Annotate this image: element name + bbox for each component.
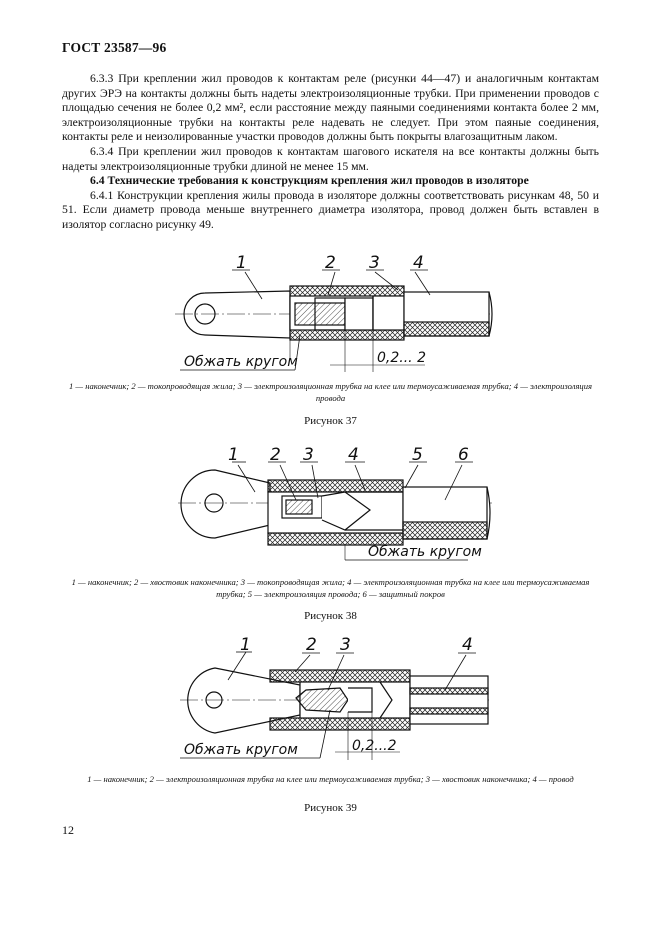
figure-39-legend: 1 — наконечник; 2 — электроизоляционная трубка на клее или термоусаживаемая трубка; 3 — хвостовик наконечника; 4 — провод [87,774,574,784]
figure-39-callout-2: 2 [306,635,317,655]
figure-38-callout-2: 2 [270,445,281,465]
figure-38-callout-6: 6 [458,445,469,465]
figure-38-callout-5: 5 [412,445,423,465]
section-heading-6-4: 6.4 Технические требования к конструкциям крепления жил проводов в изоляторе [90,174,529,188]
figure-38-legend: 1 — наконечник; 2 — хвостовик наконечника; 3 — токопроводящая жила; 4 — электроизоляционная трубка на клее или термоусаживаемая трубка; 5 — электроизоляция провода; 6 — защитный покров [71,577,590,599]
figure-39-crimp-label: Обжать кругом [184,742,298,758]
figure-39-callout-1: 1 [240,635,251,655]
figure-38-title: Рисунок 38 [304,610,357,622]
figure-37-callout-3: 3 [369,253,380,273]
figure-38-callout-4: 4 [348,445,359,465]
figure-38-crimp-label: Обжать кругом [368,544,482,560]
figure-37-crimp-label: Обжать кругом [184,354,298,370]
figure-37-callout-4: 4 [413,253,424,273]
figure-37-callout-1: 1 [236,253,247,273]
figure-38-callout-3: 3 [303,445,314,465]
figure-39-callout-4: 4 [462,635,473,655]
page-number: 12 [62,823,74,837]
document-header: ГОСТ 23587—96 [62,40,167,55]
figure-37-legend: 1 — наконечник; 2 — токопроводящая жила; 3 — электроизоляционная трубка на клее или термоусаживаемая трубка; 4 — электроизоляция провода [68,381,593,403]
figure-39-callout-3: 3 [340,635,351,655]
figure-39-title: Рисунок 39 [304,802,357,814]
figure-37-dimension: 0,2... 2 [377,350,426,366]
paragraph-6-4-1: 6.4.1 Конструкции крепления жилы провода в изоляторе должны соответствовать рисункам 48, 50 и 51. Если диаметр провода меньше внутреннего диаметра изолятора, провод должен быть вставлен в изолятор согласно рисунку 49. [62,188,599,231]
paragraph-6-3-3: 6.3.3 При креплении жил проводов к контактам реле (рисунки 44—47) и аналогичным контактам других ЭРЭ на контакты должны быть надеты электроизоляционные трубки. При применении проводов с площадью сечения не более 0,2 мм², если расстояние между паяными соединениями контакта более 2 мм, электроизоляционные трубки на контакты реле надевать не следует. При этом паяные соединения, контакты реле и неизолированные участки проводов должны быть покрыты влагозащитным лаком. [62,72,599,144]
figure-37-callout-2: 2 [325,253,336,273]
figure-37-title: Рисунок 37 [304,415,357,427]
paragraph-6-3-4: 6.3.4 При креплении жил проводов к контактам шагового искателя на все контакты должны быть надеты электроизоляционные трубки длиной не менее 15 мм. [62,144,599,173]
figure-39-dimension: 0,2...2 [352,738,397,754]
figure-38-callout-1: 1 [228,445,239,465]
